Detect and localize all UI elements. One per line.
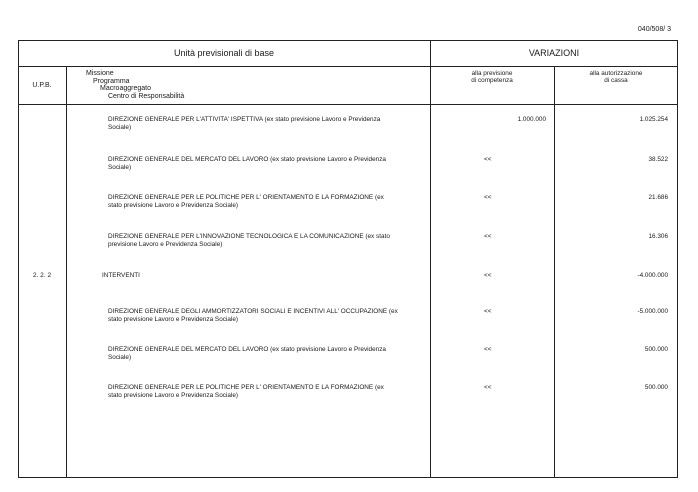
header-variazioni: VARIAZIONI — [528, 48, 580, 58]
col-competenza — [452, 70, 532, 85]
header-unita: Unità previsionali di base — [173, 48, 275, 58]
row-competenza: << — [484, 233, 492, 240]
row-desc: INTERVENTI — [102, 272, 140, 279]
row-cassa: 16.306 — [648, 233, 668, 240]
row-cassa: 500.000 — [644, 384, 668, 391]
column-divider-upb — [66, 66, 67, 478]
row-cassa: 38.522 — [648, 156, 668, 163]
row-upb-code: 2. 2. 2 — [32, 272, 52, 279]
row-cassa: 21.686 — [648, 194, 668, 201]
table-frame — [18, 40, 678, 478]
row-desc: DIREZIONE GENERALE PER LE POLITICHE PER L' ORIENTAMENTO E LA FORMAZIONE (ex stato previsione Lavoro e Previdenza Sociale) — [108, 194, 384, 210]
hier-programma: Programma — [93, 77, 130, 85]
col-competenza-line2: di competenza — [471, 77, 513, 85]
hier-centro: Centro di Responsabilità — [108, 92, 185, 100]
row-desc: DIREZIONE GENERALE PER L'ATTIVITA' ISPETTIVA (ex stato previsione Lavoro e Previdenza Sociale) — [108, 116, 381, 132]
page-number: 040/508/ 3 — [637, 26, 671, 33]
row-competenza: << — [484, 384, 492, 391]
subheader-divider — [18, 104, 678, 105]
row-cassa: -5.000.000 — [637, 308, 668, 315]
col-competenza-line1: alla previsione — [471, 70, 513, 77]
row-desc: DIREZIONE GENERALE DEGLI AMMORTIZZATORI SOCIALI E INCENTIVI ALL' OCCUPAZIONE (ex stato previsione Lavoro e Previdenza Sociale) — [108, 308, 398, 324]
hier-missione: Missione — [86, 70, 114, 77]
column-divider-main — [430, 40, 431, 478]
row-competenza: << — [484, 308, 492, 315]
row-competenza: << — [484, 156, 492, 163]
row-desc: DIREZIONE GENERALE DEL MERCATO DEL LAVORO (ex stato previsione Lavoro e Previdenza Sociale) — [108, 346, 386, 362]
row-cassa: 500.000 — [644, 346, 668, 353]
row-cassa: -4.000.000 — [637, 272, 668, 279]
row-competenza: << — [484, 194, 492, 201]
row-desc: DIREZIONE GENERALE PER LE POLITICHE PER L' ORIENTAMENTO E LA FORMAZIONE (ex stato previsione Lavoro e Previdenza Sociale) — [108, 384, 384, 400]
header-divider — [18, 66, 678, 67]
hier-macroaggregato: Macroaggregato — [100, 85, 151, 93]
row-competenza: << — [484, 346, 492, 353]
hierarchy-labels — [86, 70, 184, 100]
row-cassa: 1.025.254 — [639, 116, 668, 123]
row-desc: DIREZIONE GENERALE DEL MERCATO DEL LAVORO (ex stato previsione Lavoro e Previdenza Sociale) — [108, 156, 386, 172]
col-cassa — [570, 70, 662, 85]
upb-label: U.P.B. — [32, 81, 52, 89]
row-competenza: 1.000.000 — [517, 116, 546, 123]
col-cassa-line2: di cassa — [604, 77, 628, 85]
row-competenza: << — [484, 272, 492, 279]
row-desc: DIREZIONE GENERALE PER L'INNOVAZIONE TECNOLOGICA E LA COMUNICAZIONE (ex stato previsione Lavoro e Previdenza Sociale) — [108, 233, 390, 249]
col-cassa-line1: alla autorizzazione — [589, 70, 643, 77]
